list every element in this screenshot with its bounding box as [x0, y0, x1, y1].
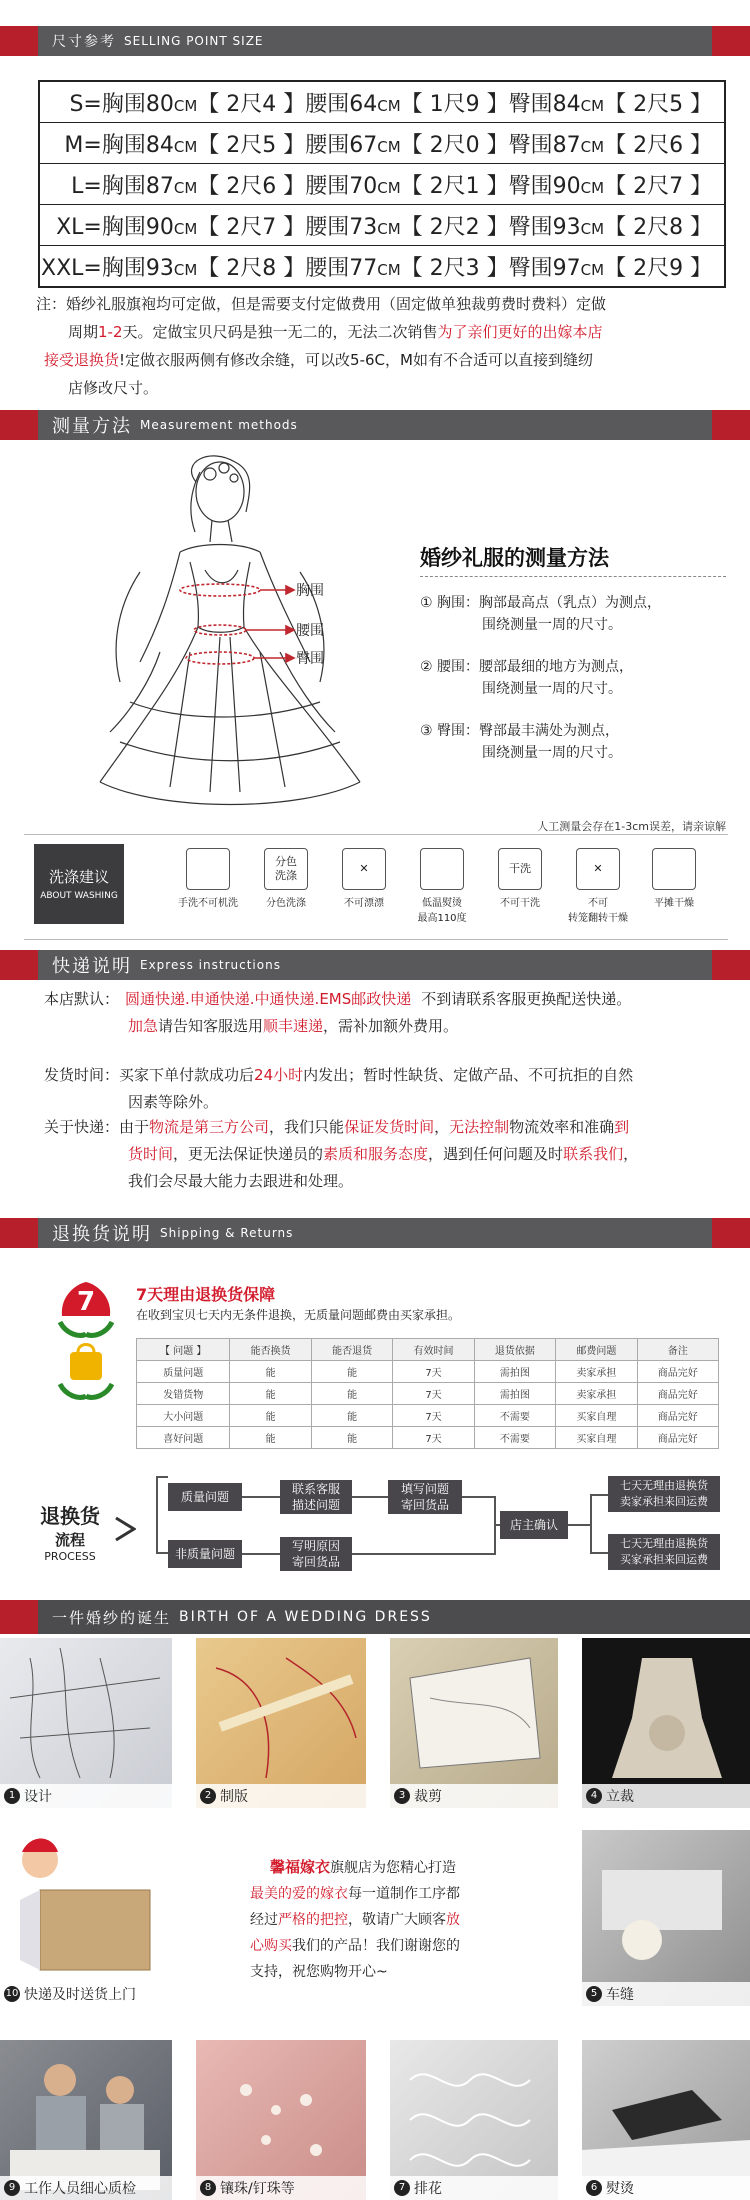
returns-table-cell: 邮费问题: [556, 1339, 637, 1361]
size-bust: 胸围80: [101, 91, 174, 117]
washing-item-label: 不可漂漂: [344, 898, 384, 909]
size-waist: 腰围70: [305, 173, 378, 199]
returns-table-cell: 能否退货: [311, 1339, 392, 1361]
size-hip-chi: 【 2尺6 】: [604, 132, 713, 158]
step-photo-design: 1 设计: [0, 1638, 172, 1808]
bust-label: 胸围: [296, 583, 324, 599]
process-title: 退换货 流程 PROCESS: [40, 1504, 100, 1563]
size-size: XXL=: [41, 255, 102, 281]
hip-label: 臀围: [296, 651, 324, 667]
returns-table-cell: 喜好问题: [137, 1427, 230, 1449]
size-section-bar: [0, 26, 750, 56]
returns-table-cell: 需拍图: [474, 1383, 555, 1405]
size-waist-chi: 【 2尺1 】: [400, 173, 509, 199]
process-non-quality-issue: 非质量问题: [168, 1540, 242, 1568]
section-subtitle: Express instructions: [140, 958, 281, 972]
returns-table-cell: 有效时间: [393, 1339, 474, 1361]
returns-table-row: [137, 1383, 719, 1405]
size-waist-chi: 【 2尺0 】: [400, 132, 509, 158]
process-write-reason: 写明原因 寄回货品: [280, 1537, 352, 1571]
returns-table-cell: 退货依据: [474, 1339, 555, 1361]
step-photo-sewing: 5 车缝: [582, 1830, 750, 2006]
returns-table-cell: 能否换货: [230, 1339, 311, 1361]
size-unit: CM: [377, 137, 401, 156]
machine-wash-icon: [186, 848, 230, 890]
returns-table-cell: 需拍图: [474, 1361, 555, 1383]
washing-item: [326, 848, 402, 909]
seven-day-badge-icon: [56, 1276, 116, 1406]
washing-item: [482, 848, 558, 909]
flat-dry-icon: [652, 848, 696, 890]
returns-table-cell: 7天: [393, 1427, 474, 1449]
size-unit: CM: [580, 137, 605, 156]
process-quality-issue: 质量问题: [168, 1483, 242, 1511]
size-waist-chi: 【 2尺2 】: [400, 214, 509, 240]
no-tumble-dry-icon: ✕: [576, 848, 620, 890]
size-waist: 腰围73: [305, 214, 378, 240]
guarantee-subtitle: 在收到宝贝七天内无条件退换，无质量问题邮费由买家承担。: [136, 1308, 461, 1322]
returns-table-cell: 质量问题: [137, 1361, 230, 1383]
returns-table-row: [137, 1427, 719, 1449]
size-unit: CM: [173, 260, 198, 279]
iron-icon: [420, 848, 464, 890]
step-photo-lace: 7 排花: [390, 2040, 558, 2200]
measure-item: ② 腰围：腰部最细的地方为测点， 围绕测量一周的尺寸。: [420, 659, 634, 697]
returns-table-cell: 【 问题 】: [137, 1339, 230, 1361]
size-hip: 臀围90: [508, 173, 581, 199]
washing-item: [248, 848, 324, 909]
returns-table-cell: 7天: [393, 1383, 474, 1405]
section-title: 快递说明: [52, 956, 132, 977]
step-photo-ironing: 6 熨烫: [582, 2040, 750, 2200]
returns-table-cell: 能: [311, 1383, 392, 1405]
section-subtitle: Shipping & Returns: [160, 1226, 294, 1240]
washing-item-label: 平摊干燥: [654, 898, 694, 909]
returns-table: [136, 1338, 719, 1449]
returns-table-cell: 商品完好: [637, 1427, 718, 1449]
size-bust: 胸围84: [101, 132, 174, 158]
washing-label: 洗涤建议 ABOUT WASHING: [34, 844, 124, 924]
express-ship-time: 发货时间：买家下单付款成功后24小时内发出；暂时性缺货、定做产品、不可抗拒的自然 因素等除外。: [44, 1066, 634, 1111]
size-hip-chi: 【 2尺5 】: [604, 91, 713, 117]
returns-table-row: [137, 1405, 719, 1427]
size-unit: CM: [173, 137, 198, 156]
returns-table-cell: 大小问题: [137, 1405, 230, 1427]
size-unit: CM: [377, 219, 401, 238]
returns-table-cell: 能: [311, 1427, 392, 1449]
process-result-seller-pays: 七天无理由退换货 卖家承担来回运费: [608, 1476, 720, 1512]
returns-table-cell: 能: [230, 1383, 311, 1405]
measure-item: ① 胸围：胸部最高点（乳点）为测点， 围绕测量一周的尺寸。: [420, 595, 662, 633]
step-photo-pattern: 2 制版: [196, 1638, 366, 1808]
process-result-buyer-pays: 七天无理由退换货 买家承担来回运费: [608, 1534, 720, 1570]
birth-section-bar: [0, 1600, 750, 1634]
size-size: XL=: [56, 214, 102, 240]
washing-item-label: 不可 转笼翻转干燥: [568, 898, 628, 924]
washing-item-label: 不可干洗: [500, 898, 540, 909]
step-photo-beading: 8 镶珠/钉珠等: [196, 2040, 366, 2200]
bar-accent: [0, 1218, 38, 1248]
size-hip: 臀围84: [508, 91, 581, 117]
size-bust-chi: 【 2尺6 】: [197, 173, 306, 199]
size-unit: CM: [377, 178, 401, 197]
size-hip: 臀围93: [508, 214, 581, 240]
section-title: 测量方法: [52, 416, 132, 437]
step-photo-delivery: 10 快递及时送货上门: [0, 1830, 168, 2006]
bar-accent: [712, 1218, 750, 1248]
section-title: 一件婚纱的诞生: [52, 1608, 172, 1627]
size-row: [39, 123, 725, 164]
size-bust: 胸围90: [101, 214, 174, 240]
washing-item-label: 分色洗涤: [266, 898, 306, 909]
size-unit: CM: [580, 96, 605, 115]
size-hip-chi: 【 2尺9 】: [604, 255, 713, 281]
bar-accent: [0, 26, 38, 56]
size-unit: CM: [173, 96, 198, 115]
bar-accent: [0, 950, 38, 980]
separate-wash-icon: 分色 洗涤: [264, 848, 308, 890]
bride-sketch-illustration: [60, 452, 400, 832]
washing-item: [560, 848, 636, 924]
returns-table-cell: 能: [311, 1361, 392, 1383]
returns-table-cell: 买家自理: [556, 1405, 637, 1427]
size-hip: 臀围87: [508, 132, 581, 158]
section-title: 退换货说明: [52, 1224, 152, 1245]
size-row: [39, 246, 725, 288]
size-unit: CM: [580, 260, 605, 279]
size-bust-chi: 【 2尺4 】: [197, 91, 306, 117]
size-row: [39, 81, 725, 123]
size-hip-chi: 【 2尺7 】: [604, 173, 713, 199]
size-unit: CM: [173, 178, 198, 197]
size-waist-chi: 【 2尺3 】: [400, 255, 509, 281]
process-contact-service: 联系客服 描述问题: [280, 1480, 352, 1514]
returns-table-cell: 发错货物: [137, 1383, 230, 1405]
returns-table-row: [137, 1339, 719, 1361]
returns-table-cell: 能: [311, 1405, 392, 1427]
size-waist: 腰围67: [305, 132, 378, 158]
process-fill-issue: 填写问题 寄回货品: [388, 1480, 462, 1514]
no-dry-clean-icon: 干洗: [498, 848, 542, 890]
bar-accent: [712, 950, 750, 980]
section-subtitle: SELLING POINT SIZE: [124, 34, 264, 48]
size-unit: CM: [580, 178, 605, 197]
size-bust-chi: 【 2尺5 】: [197, 132, 306, 158]
size-size: L=: [71, 173, 102, 199]
size-unit: CM: [173, 219, 198, 238]
size-unit: CM: [580, 219, 605, 238]
returns-table-cell: 商品完好: [637, 1383, 718, 1405]
returns-table-cell: 能: [230, 1361, 311, 1383]
washing-item: [404, 848, 480, 924]
bar-accent: [0, 1600, 38, 1634]
measure-item: ③ 臀围：臀部最丰满处为测点， 围绕测量一周的尺寸。: [420, 723, 622, 761]
measure-section-bar: [0, 410, 750, 440]
returns-table-cell: 能: [230, 1427, 311, 1449]
size-row: [39, 164, 725, 205]
custom-order-note: 注：婚纱礼服旗袍均可定做，但是需要支付定做费用（固定做单独裁剪费时费料）定做 周期1-2天。定做宝贝尺码是独一无二的，无法二次销售为了亲们更好的出嫁本店 接受退换货!定做衣服两侧有修改余缝，可以改5-6C，M如有不合适可以直接到缝纫 店修改尺寸。: [36, 295, 607, 397]
measure-heading: 婚纱礼服的测量方法: [420, 546, 609, 570]
size-hip-chi: 【 2尺8 】: [604, 214, 713, 240]
size-unit: CM: [377, 260, 401, 279]
section-subtitle: BIRTH OF A WEDDING DRESS: [179, 1609, 432, 1625]
size-row: [39, 205, 725, 246]
returns-table-row: [137, 1361, 719, 1383]
step-photo-draping: 4 立裁: [582, 1638, 750, 1808]
process-owner-confirm: 店主确认: [500, 1511, 568, 1539]
step-photo-inspection: 9 工作人员细心质检: [0, 2040, 172, 2200]
returns-table-cell: 7天: [393, 1405, 474, 1427]
returns-table-cell: 不需要: [474, 1405, 555, 1427]
size-size: S=: [69, 91, 102, 117]
size-table: [38, 80, 726, 288]
size-size: M=: [64, 132, 102, 158]
waist-label: 腰围: [296, 623, 324, 639]
express-default: 本店默认： 圆通快递.申通快递.中通快递.EMS邮政快递 不到请联系客服更换配送快递。 加急请告知客服选用顺丰速递，需补加额外费用。: [44, 990, 632, 1035]
washing-item-label: 手洗不可机洗: [178, 898, 238, 909]
promo-text: 馨福嫁衣旗舰店为您精心打造 最美的爱的嫁衣每一道制作工序都 经过严格的把控，敬请广大顾客放 心购买我们的产品！我们谢谢您的 支持，祝您购物开心~: [250, 1858, 460, 1980]
bar-accent: [0, 410, 38, 440]
returns-table-cell: 商品完好: [637, 1405, 718, 1427]
returns-table-cell: 买家自理: [556, 1427, 637, 1449]
size-bust: 胸围87: [101, 173, 174, 199]
express-about: 关于快递：由于物流是第三方公司，我们只能保证发货时间，无法控制物流效率和准确到 货时间，更无法保证快递员的素质和服务态度，遇到任何问题及时联系我们， 我们会尽最大能力去跟进和处理。: [44, 1118, 639, 1190]
section-subtitle: Measurement methods: [140, 418, 298, 432]
returns-table-cell: 卖家承担: [556, 1361, 637, 1383]
size-waist: 腰围64: [305, 91, 378, 117]
guarantee-title: 7天理由退换货保障: [136, 1285, 276, 1304]
size-bust: 胸围93: [101, 255, 174, 281]
express-section-bar: [0, 950, 750, 980]
measure-error-note: 人工测量会存在1-3cm误差，请亲谅解: [537, 820, 726, 833]
bar-accent: [712, 410, 750, 440]
size-unit: CM: [377, 96, 401, 115]
returns-table-cell: 商品完好: [637, 1361, 718, 1383]
no-bleach-icon: ✕: [342, 848, 386, 890]
returns-table-cell: 7天: [393, 1361, 474, 1383]
washing-item: [636, 848, 712, 909]
section-title: 尺寸参考: [52, 34, 116, 50]
bar-accent: [712, 26, 750, 56]
size-bust-chi: 【 2尺8 】: [197, 255, 306, 281]
returns-table-cell: 备注: [637, 1339, 718, 1361]
size-hip: 臀围97: [508, 255, 581, 281]
arrow-right-icon: [114, 1516, 136, 1542]
size-bust-chi: 【 2尺7 】: [197, 214, 306, 240]
washing-item-label: 低温熨烫 最高110度: [417, 898, 467, 924]
returns-table-cell: 卖家承担: [556, 1383, 637, 1405]
step-photo-cutting: 3 裁剪: [390, 1638, 558, 1808]
divider: [420, 576, 726, 577]
size-waist-chi: 【 1尺9 】: [400, 91, 509, 117]
returns-table-cell: 能: [230, 1405, 311, 1427]
washing-item: [170, 848, 246, 909]
svg-text:7: 7: [76, 1287, 96, 1317]
returns-table-cell: 不需要: [474, 1427, 555, 1449]
returns-section-bar: [0, 1218, 750, 1248]
size-waist: 腰围77: [305, 255, 378, 281]
